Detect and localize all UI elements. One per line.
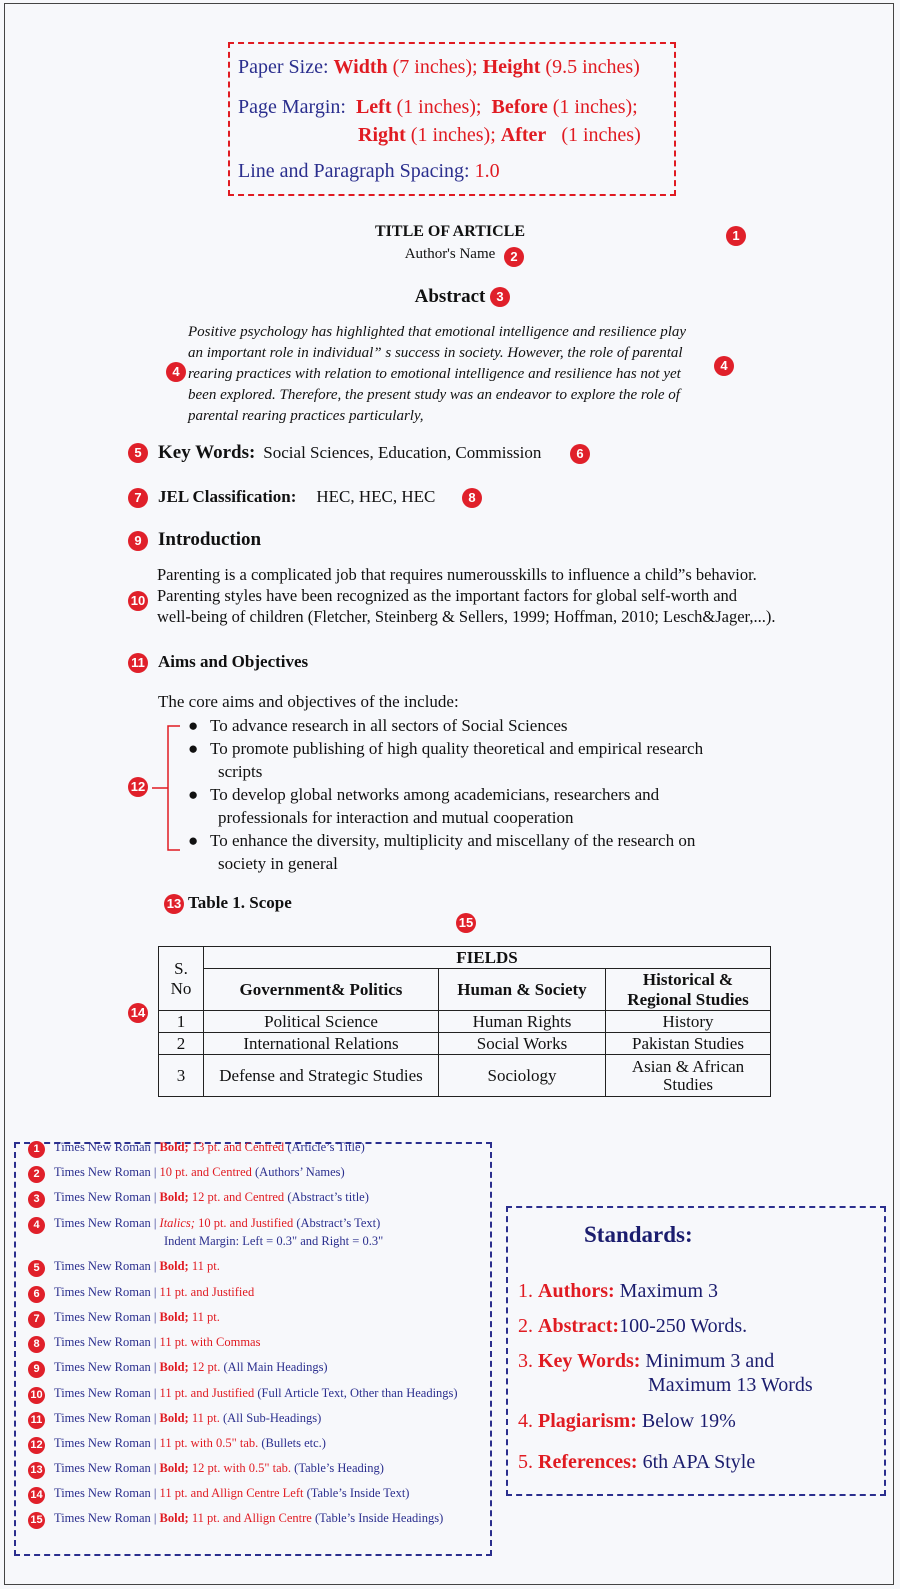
table-cell: Pakistan Studies bbox=[606, 1033, 771, 1055]
scope-table bbox=[158, 946, 771, 1097]
legend-font: Times New Roman | bbox=[54, 1216, 157, 1230]
legend-note: (Authors’ Names) bbox=[255, 1165, 345, 1179]
abstract-line: an important role in individual” s success in society. However, the role of parental bbox=[188, 345, 683, 361]
list-item bbox=[186, 829, 754, 875]
legend-font: Times New Roman | bbox=[54, 1285, 157, 1299]
legend-font: Times New Roman | bbox=[54, 1411, 157, 1425]
legend-badge: 12 bbox=[28, 1437, 45, 1454]
legend-format: 11 pt. and Justified bbox=[159, 1386, 255, 1400]
badge-15: 15 bbox=[456, 913, 476, 933]
legend-font: Times New Roman | bbox=[54, 1259, 157, 1273]
legend-format: Italics; 10 pt. and Justified bbox=[159, 1216, 294, 1230]
standard-value: 100-250 Words. bbox=[619, 1315, 748, 1337]
legend-badge: 15 bbox=[28, 1512, 45, 1529]
standard-item bbox=[518, 1451, 755, 1474]
table-cell: Social Works bbox=[439, 1033, 606, 1055]
legend-badge: 3 bbox=[28, 1191, 45, 1208]
legend-font: Times New Roman | bbox=[54, 1360, 157, 1374]
fields-header: FIELDS bbox=[204, 947, 771, 969]
badge-9: 9 bbox=[128, 531, 148, 551]
legend-badge: 4 bbox=[28, 1217, 45, 1234]
abstract-line: been explored. Therefore, the present study was an endeavor to explore the role of bbox=[188, 387, 680, 403]
legend-note: (Table’s Inside Text) bbox=[306, 1486, 410, 1500]
legend-row bbox=[54, 1285, 254, 1300]
badge-12: 12 bbox=[128, 777, 148, 797]
bullet-text-cont: professionals for interaction and mutual cooperation bbox=[218, 808, 574, 827]
abstract-text bbox=[188, 322, 728, 427]
legend-format: Bold; 11 pt. bbox=[159, 1310, 220, 1324]
abstract-line: Positive psychology has highlighted that emotional intelligence and resilience play bbox=[188, 324, 687, 340]
badge-10: 10 bbox=[128, 591, 148, 611]
legend-format: 11 pt. with 0.5" tab. bbox=[159, 1436, 259, 1450]
badge-14: 14 bbox=[128, 1003, 148, 1023]
bullet-text: To enhance the diversity, multiplicity and miscellany of the research on bbox=[210, 831, 696, 850]
legend-row bbox=[54, 1486, 409, 1501]
legend-format: Bold; 13 pt. and Centred bbox=[159, 1140, 285, 1154]
standard-label: Key Words: bbox=[538, 1350, 641, 1372]
legend-extra: Indent Margin: Left = 0.3" and Right = 0.3" bbox=[164, 1234, 384, 1248]
legend-badge: 5 bbox=[28, 1260, 45, 1277]
article-title: TITLE OF ARTICLE bbox=[375, 223, 525, 240]
legend-format: 11 pt. with Commas bbox=[159, 1335, 261, 1349]
spacing-label: Line and Paragraph Spacing: bbox=[238, 160, 470, 182]
before-margin-label: Before bbox=[491, 96, 548, 118]
legend-badge: 11 bbox=[28, 1412, 45, 1429]
bullet-icon: ● bbox=[188, 716, 199, 735]
intro-line: well-being of children (Fletcher, Steinberg & Sellers, 1999; Hoffman, 2010; Lesch&Jager,...). bbox=[157, 607, 776, 626]
legend-note: (All Main Headings) bbox=[223, 1360, 328, 1374]
table-row bbox=[159, 1033, 771, 1055]
legend-font: Times New Roman | bbox=[54, 1310, 157, 1324]
legend-row bbox=[54, 1165, 345, 1180]
badge-11: 11 bbox=[128, 653, 148, 673]
legend-note: (Abstract’s title) bbox=[287, 1190, 369, 1204]
bullets-bracket bbox=[150, 722, 190, 854]
intro-paragraph bbox=[157, 564, 776, 627]
standard-num: 3. bbox=[518, 1350, 533, 1372]
intro-line: Parenting is a complicated job that requires numerousskills to influence a child”s behavior. bbox=[157, 565, 757, 584]
height-value: (9.5 inches) bbox=[545, 56, 640, 78]
jel-label: JEL Classification: bbox=[158, 487, 297, 506]
badge-1: 1 bbox=[726, 226, 746, 246]
standard-num: 5. bbox=[518, 1451, 533, 1473]
legend-note: (All Sub-Headings) bbox=[222, 1411, 322, 1425]
keywords-line bbox=[158, 442, 541, 464]
legend-badge: 14 bbox=[28, 1487, 45, 1504]
list-item bbox=[186, 783, 754, 829]
standard-num: 2. bbox=[518, 1315, 533, 1337]
page-margin-line-2 bbox=[358, 124, 641, 147]
page-margin-line bbox=[238, 96, 638, 119]
width-value: (7 inches); bbox=[392, 56, 478, 78]
bullet-icon: ● bbox=[188, 785, 199, 804]
legend-note: (Full Article Text, Other than Headings) bbox=[257, 1386, 458, 1400]
aims-intro: The core aims and objectives of the include: bbox=[158, 692, 459, 711]
page-margin-label: Page Margin: bbox=[238, 96, 346, 118]
standard-label: Abstract: bbox=[538, 1315, 620, 1337]
legend-badge: 13 bbox=[28, 1462, 45, 1479]
standard-item bbox=[518, 1350, 774, 1373]
abstract-line: parental rearing practices particularly, bbox=[188, 408, 424, 424]
standard-item bbox=[518, 1280, 718, 1303]
badge-13: 13 bbox=[164, 894, 184, 914]
after-margin-label: After bbox=[500, 124, 547, 146]
standard-num: 1. bbox=[518, 1280, 533, 1302]
legend-format: 11 pt. and Justified bbox=[159, 1285, 255, 1299]
standard-label: References: bbox=[538, 1451, 638, 1473]
standard-value: Maximum 3 bbox=[619, 1280, 719, 1302]
legend-row bbox=[54, 1335, 260, 1350]
badge-4-right: 4 bbox=[714, 356, 734, 376]
table-cell: History bbox=[606, 1011, 771, 1033]
legend-row bbox=[54, 1436, 326, 1451]
legend-row bbox=[54, 1310, 220, 1325]
column-header: Human & Society bbox=[439, 969, 606, 1011]
legend-badge: 2 bbox=[28, 1166, 45, 1183]
before-margin-value: (1 inches); bbox=[552, 96, 638, 118]
badge-5: 5 bbox=[128, 443, 148, 463]
list-item bbox=[186, 714, 754, 737]
legend-font: Times New Roman | bbox=[54, 1486, 157, 1500]
table-cell: Human Rights bbox=[439, 1011, 606, 1033]
legend-badge: 9 bbox=[28, 1361, 45, 1378]
legend-format: Bold; 11 pt. and Allign Centre bbox=[159, 1511, 312, 1525]
legend-format: Bold; 12 pt. bbox=[159, 1360, 221, 1374]
bullet-text: To develop global networks among academicians, researchers and bbox=[210, 785, 660, 804]
legend-note: (Article’s Title) bbox=[287, 1140, 365, 1154]
legend-font: Times New Roman | bbox=[54, 1511, 157, 1525]
legend-note: (Table’s Inside Headings) bbox=[314, 1511, 444, 1525]
abstract-line: rearing practices with relation to emotional intelligence and resilience has not yet bbox=[188, 366, 681, 382]
legend-row bbox=[54, 1411, 321, 1426]
list-item bbox=[186, 737, 754, 783]
intro-heading: Introduction bbox=[158, 529, 262, 550]
bullet-text: To advance research in all sectors of Social Sciences bbox=[210, 716, 568, 735]
legend-badge: 7 bbox=[28, 1311, 45, 1328]
badge-8: 8 bbox=[462, 488, 482, 508]
standard-value-cont: Maximum 13 Words bbox=[648, 1374, 813, 1396]
legend-row bbox=[54, 1190, 369, 1205]
page-spec-box bbox=[228, 42, 676, 196]
standard-value: Minimum 3 and bbox=[645, 1350, 775, 1372]
legend-font: Times New Roman | bbox=[54, 1140, 157, 1154]
aims-heading: Aims and Objectives bbox=[158, 652, 309, 671]
legend-font: Times New Roman | bbox=[54, 1165, 157, 1179]
keywords-value: Social Sciences, Education, Commission bbox=[263, 443, 542, 462]
legend-font: Times New Roman | bbox=[54, 1386, 157, 1400]
legend-format: Bold; 12 pt. with 0.5" tab. bbox=[159, 1461, 292, 1475]
badge-3: 3 bbox=[490, 287, 510, 307]
author-name: Author's Name bbox=[404, 246, 496, 262]
standard-label: Authors: bbox=[538, 1280, 615, 1302]
width-label: Width bbox=[333, 56, 388, 78]
legend-font: Times New Roman | bbox=[54, 1335, 157, 1349]
legend-badge: 8 bbox=[28, 1336, 45, 1353]
column-header: Government& Politics bbox=[204, 969, 439, 1011]
legend-badge: 10 bbox=[28, 1387, 45, 1404]
height-label: Height bbox=[482, 56, 541, 78]
legend-note: (Bullets etc.) bbox=[261, 1436, 326, 1450]
legend-format: 10 pt. and Centred bbox=[159, 1165, 252, 1179]
standards-box bbox=[506, 1206, 886, 1496]
standard-item bbox=[518, 1315, 747, 1338]
standard-label: Plagiarism: bbox=[538, 1410, 637, 1432]
keywords-label: Key Words: bbox=[158, 442, 256, 463]
spacing-value: 1.0 bbox=[474, 160, 500, 182]
abstract-heading: Abstract bbox=[414, 286, 486, 307]
standards-heading: Standards: bbox=[584, 1222, 693, 1247]
table-cell: Political Science bbox=[204, 1011, 439, 1033]
legend-row bbox=[54, 1511, 443, 1526]
table-row bbox=[159, 1055, 771, 1097]
legend-badge: 1 bbox=[28, 1141, 45, 1158]
legend-format: Bold; 12 pt. and Centred bbox=[159, 1190, 285, 1204]
left-margin-label: Left bbox=[355, 96, 392, 118]
badge-2: 2 bbox=[504, 247, 524, 267]
legend-row bbox=[54, 1140, 365, 1155]
after-margin-value: (1 inches) bbox=[561, 124, 641, 146]
bullet-icon: ● bbox=[188, 831, 199, 850]
badge-4-left: 4 bbox=[166, 362, 186, 382]
legend-row bbox=[54, 1360, 328, 1375]
table-cell: International Relations bbox=[204, 1033, 439, 1055]
legend-row bbox=[54, 1216, 383, 1249]
table-cell: 3 bbox=[159, 1055, 204, 1097]
column-header: Historical & Regional Studies bbox=[606, 969, 771, 1011]
objectives-list bbox=[186, 714, 754, 875]
table-heading: Table 1. Scope bbox=[188, 893, 292, 912]
legend-format: 11 pt. and Allign Centre Left bbox=[159, 1486, 304, 1500]
table-cell: 1 bbox=[159, 1011, 204, 1033]
badge-7: 7 bbox=[128, 488, 148, 508]
legend-note: (Table’s Heading) bbox=[294, 1461, 384, 1475]
intro-line: Parenting styles have been recognized as the important factors for global self-worth and bbox=[157, 586, 738, 605]
standard-item bbox=[518, 1410, 736, 1433]
jel-value: HEC, HEC, HEC bbox=[316, 487, 436, 506]
legend-row bbox=[54, 1259, 220, 1274]
legend-note: (Abstract’s Text) bbox=[296, 1216, 381, 1230]
legend-badge: 6 bbox=[28, 1286, 45, 1303]
legend-format: Bold; 11 pt. bbox=[159, 1411, 220, 1425]
bullet-text-cont: scripts bbox=[218, 762, 263, 781]
table-cell: 2 bbox=[159, 1033, 204, 1055]
paper-size-line bbox=[238, 56, 640, 79]
table-cell: Asian & African Studies bbox=[606, 1055, 771, 1097]
legend-format: Bold; 11 pt. bbox=[159, 1259, 220, 1273]
standard-num: 4. bbox=[518, 1410, 533, 1432]
paper-size-label: Paper Size: bbox=[238, 56, 329, 78]
legend-row bbox=[54, 1461, 384, 1476]
table-cell: Defense and Strategic Studies bbox=[204, 1055, 439, 1097]
left-margin-value: (1 inches); bbox=[396, 96, 482, 118]
standard-value: Below 19% bbox=[641, 1410, 736, 1432]
spacing-line bbox=[238, 160, 500, 183]
jel-line bbox=[158, 487, 435, 507]
standard-value: 6th APA Style bbox=[642, 1451, 756, 1473]
right-margin-label: Right bbox=[358, 124, 406, 146]
table-cell: Sociology bbox=[439, 1055, 606, 1097]
legend-row bbox=[54, 1386, 458, 1401]
table-row bbox=[159, 1011, 771, 1033]
legend-font: Times New Roman | bbox=[54, 1436, 157, 1450]
bullet-text: To promote publishing of high quality theoretical and empirical research bbox=[210, 739, 704, 758]
right-margin-value: (1 inches); bbox=[410, 124, 496, 146]
legend-font: Times New Roman | bbox=[54, 1461, 157, 1475]
bullet-text-cont: society in general bbox=[218, 854, 338, 873]
bullet-icon: ● bbox=[188, 739, 199, 758]
sno-header: S. No bbox=[159, 947, 204, 1011]
legend-font: Times New Roman | bbox=[54, 1190, 157, 1204]
badge-6: 6 bbox=[570, 444, 590, 464]
